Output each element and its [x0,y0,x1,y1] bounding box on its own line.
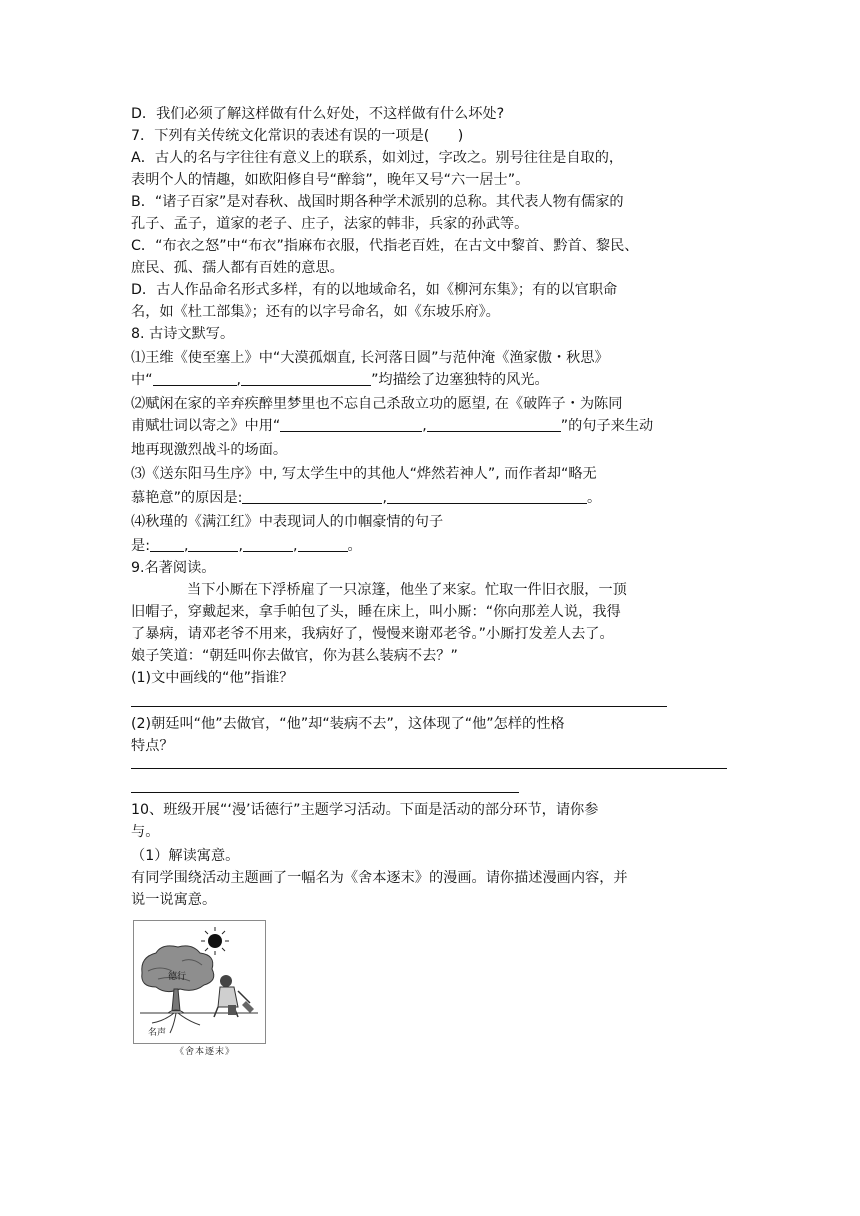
q8-item1-separator: , [236,372,242,388]
q8-item2-prefix: 甫赋壮词以寄之》中用“ [131,418,281,434]
q8-item2-separator: , [422,418,427,434]
person-digging-icon [214,975,254,1017]
q8-item3-line2 [131,488,601,508]
q8-item4-prefix: 是: [131,538,150,554]
q9-sub2-answer-line-1[interactable] [131,768,727,769]
q7-option-b-line1: B．“诸子百家”是对春秋、战国时期各种学术派别的总称。其代表人物有儒家的 [131,194,624,210]
q7-stem: 7．下列有关传统文化常识的表述有误的一项是( ) [131,128,464,144]
q8-item4-blank-1[interactable] [150,537,184,552]
q10-desc-line2: 说一说寓意。 [131,892,217,908]
q7-option-b-line2: 孔子、孟子，道家的老子、庄子，法家的韩非，兵家的孙武等。 [131,216,529,232]
q10-sub1: （1）解读寓意。 [131,848,240,864]
q8-item4-blank-2[interactable] [188,537,238,552]
q10-title-line2: 与。 [131,824,160,840]
q9-passage-line3: 了暴病，请邓老爷不用来，我病好了，慢慢来谢邓老爷。”小厮打发差人去了。 [131,626,614,642]
root-label: 名声 [148,1028,167,1038]
tree-label: 德行 [168,972,187,982]
cartoon-illustration [134,921,265,1043]
q8-item1-prefix: 中“ [131,372,153,388]
q9-sub2-line1: (2)朝廷叫“他”去做官，“他”却“装病不去”，这体现了“他”怎样的性格 [131,716,565,732]
q8-item4-suffix: 。 [347,538,362,554]
q8-item4-line1: ⑷秋瑾的《满江红》中表现词人的巾帼豪情的句子 [131,514,444,530]
q9-title: 9.名著阅读。 [131,560,216,576]
q7-option-c-line2: 庶民、孤、孺人都有百姓的意思。 [131,260,344,276]
q9-sub1-answer-line[interactable] [131,706,667,707]
q7-option-c-line1: C．“布衣之怒”中“布衣”指麻布衣服，代指老百姓，在古文中黎首、黔首、黎民、 [131,238,639,254]
q8-item4-separator: , [183,538,189,554]
q8-item2-blank-1[interactable] [280,417,422,432]
q8-item2-blank-2[interactable] [427,417,561,432]
q8-item2-suffix: ”的句子来生动 [560,418,654,434]
q7-option-d-line1: D．古人作品命名形式多样，有的以地域命名，如《柳河东集》；有的以官职命 [131,282,618,298]
q8-item4-blank-3[interactable] [243,537,293,552]
cartoon-caption: 《舍本逐末》 [175,1047,236,1057]
q8-item1-blank-1[interactable] [153,371,237,386]
q8-item4-separator: , [293,538,298,554]
q8-item1-blank-2[interactable] [241,371,371,386]
q9-sub1: (1)文中画线的“他”指谁？ [131,670,294,686]
q7-option-a-line2: 表明个人的情趣，如欧阳修自号“醉翁”，晚年又号“六一居士”。 [131,172,530,188]
q8-title: 8. 古诗文默写。 [131,326,235,342]
q9-sub2-answer-line-2[interactable] [131,792,519,793]
q10-title-line1: 10、班级开展“‘漫’话德行”主题学习活动。下面是活动的部分环节，请你参 [131,802,599,818]
q10-desc-line1: 有同学围绕活动主题画了一幅名为《舍本逐末》的漫画。请你描述漫画内容，并 [131,870,628,886]
q8-item3-prefix: 慕艳意”的原因是: [131,490,243,506]
q8-item1-suffix: ”均描绘了边塞独特的风光。 [371,372,549,388]
sun-icon [201,927,229,955]
q9-passage-line2: 旧帽子，穿戴起来，拿手帕包了头，睡在床上，叫小厮：“你向那差人说，我得 [131,604,621,620]
q9-sub2-line2: 特点？ [131,738,174,754]
q8-item2-line2 [131,416,653,436]
q8-item3-separator: , [382,490,387,506]
q8-item2-line1: ⑵赋闲在家的辛弃疾醉里梦里也不忘自己杀敌立功的愿望, 在《破阵子・为陈同 [131,396,623,412]
cartoon-image [133,920,266,1044]
bucket-icon [228,1005,236,1015]
q8-item4-blank-4[interactable] [298,537,348,552]
q7-option-d-line2: 名，如《杜工部集》；还有的以字号命名，如《东坡乐府》。 [131,304,500,320]
q6-option-d: D．我们必须了解这样做有什么好处，不这样做有什么坏处? [131,106,505,122]
q7-option-a-line1: A．古人的名与字往往有意义上的联系，如刘过，字改之。别号往往是自取的， [131,150,624,166]
q8-item3-blank-2[interactable] [387,489,587,504]
q8-item3-blank-1[interactable] [242,489,382,504]
q8-item4-separator: , [238,538,243,554]
q8-item3-suffix: 。 [586,490,602,506]
q8-item4-line2 [131,536,362,556]
q8-item1-line1: ⑴王维《使至塞上》中“大漠孤烟直, 长河落日圆”与范仲淹《渔家傲・秋思》 [131,350,609,366]
q9-passage-line1: 当下小厮在下浮桥雇了一只凉篷，他坐了来家。忙取一件旧衣服，一顶 [187,582,627,598]
q9-passage-line4: 娘子笑道：“朝廷叫你去做官，你为甚么装病不去？” [131,648,458,664]
q8-item3-line1: ⑶《送东阳马生序》中, 写太学生中的其他人“烨然若神人”, 而作者却“略无 [131,466,597,482]
q8-item2-line3: 地再现激烈战斗的场面。 [131,442,288,458]
q8-item1-line2 [131,370,549,390]
